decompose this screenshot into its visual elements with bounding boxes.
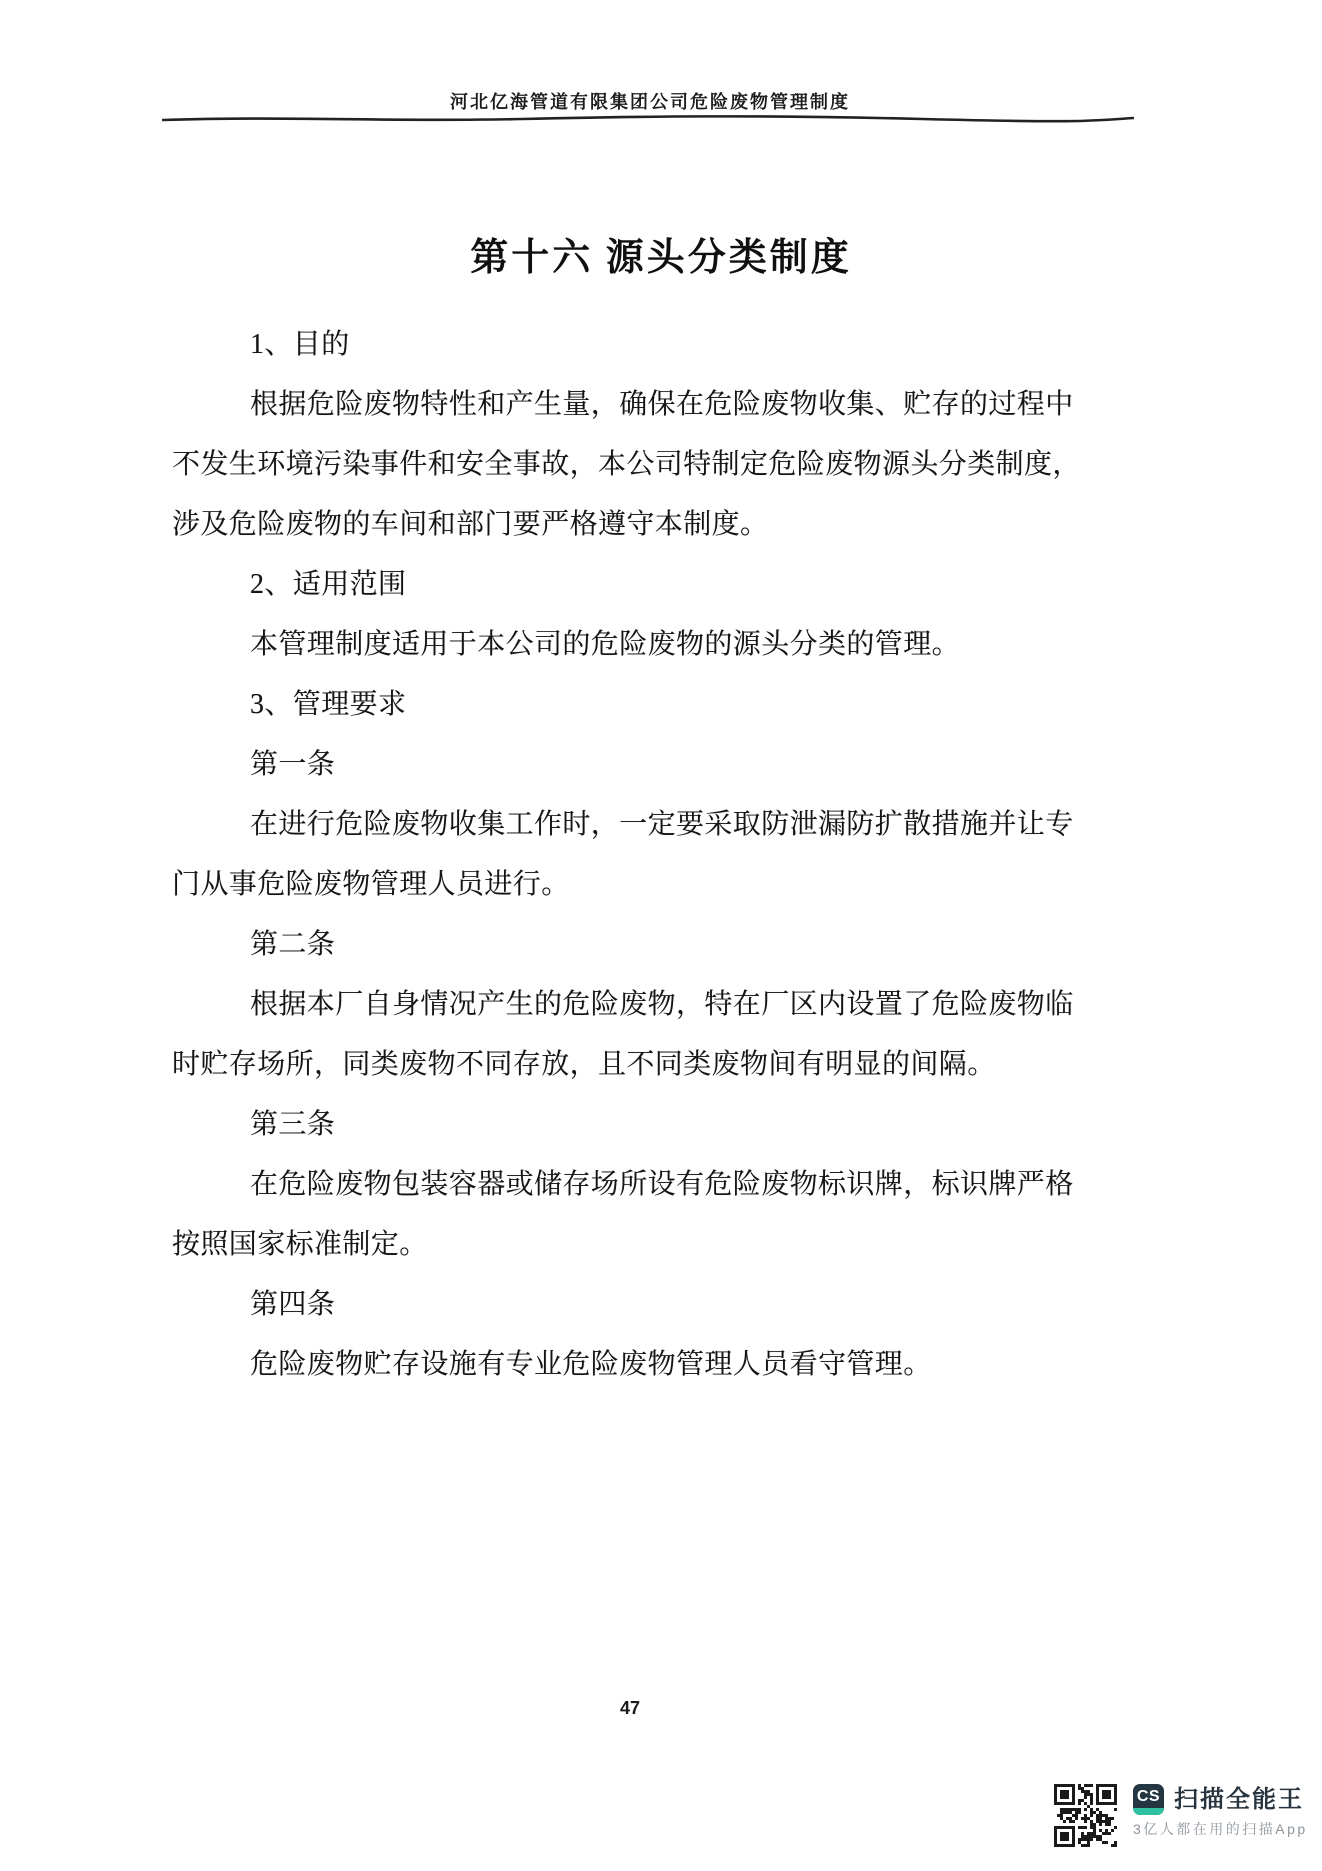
doc-line: 时贮存场所，同类废物不同存放，且不同类废物间有明显的间隔。 [172, 1049, 996, 1080]
camscanner-logo-icon [1133, 1784, 1164, 1815]
doc-line: 第四条 [250, 1289, 336, 1320]
doc-line: 按照国家标准制定。 [172, 1229, 428, 1260]
doc-line: 涉及危险废物的车间和部门要严格遵守本制度。 [172, 509, 769, 540]
doc-line: 根据危险废物特性和产生量，确保在危险废物收集、贮存的过程中 [250, 389, 1074, 420]
doc-line: 本管理制度适用于本公司的危险废物的源头分类的管理。 [250, 629, 961, 660]
document-header: 河北亿海管道有限集团公司危险废物管理制度 [450, 92, 850, 112]
doc-line: 在危险废物包装容器或储存场所设有危险废物标识牌，标识牌严格 [250, 1169, 1074, 1200]
scanner-brand [1133, 1784, 1308, 1837]
document-body [172, 315, 1081, 1395]
doc-line: 第二条 [250, 929, 336, 960]
scanner-tagline: 3亿人都在用的扫描App [1133, 1821, 1308, 1837]
doc-line: 门从事危险废物管理人员进行。 [172, 869, 570, 900]
page-number: 47 [619, 1698, 641, 1718]
doc-line: 第三条 [250, 1109, 336, 1140]
camscanner-logo-strip [1133, 1808, 1164, 1815]
doc-line: 危险废物贮存设施有专业危险废物管理人员看守管理。 [250, 1349, 932, 1380]
camscanner-logo-text: CS [1136, 1788, 1161, 1805]
doc-line: 在进行危险废物收集工作时，一定要采取防泄漏防扩散措施并让专 [250, 809, 1074, 840]
doc-line: 第一条 [250, 749, 336, 780]
qr-code-icon [1054, 1784, 1117, 1847]
page-title: 第十六 源头分类制度 [470, 237, 852, 279]
doc-line: 不发生环境污染事件和安全事故，本公司特制定危险废物源头分类制度， [172, 449, 1081, 480]
header-rule [162, 112, 1134, 124]
scanner-app-name: 扫描全能王 [1174, 1786, 1304, 1813]
scanner-watermark [1054, 1784, 1308, 1847]
doc-line: 2、适用范围 [250, 569, 407, 600]
doc-line: 根据本厂自身情况产生的危险废物，特在厂区内设置了危险废物临 [250, 989, 1074, 1020]
doc-line: 3、管理要求 [250, 689, 407, 720]
doc-line: 1、目的 [250, 329, 350, 360]
